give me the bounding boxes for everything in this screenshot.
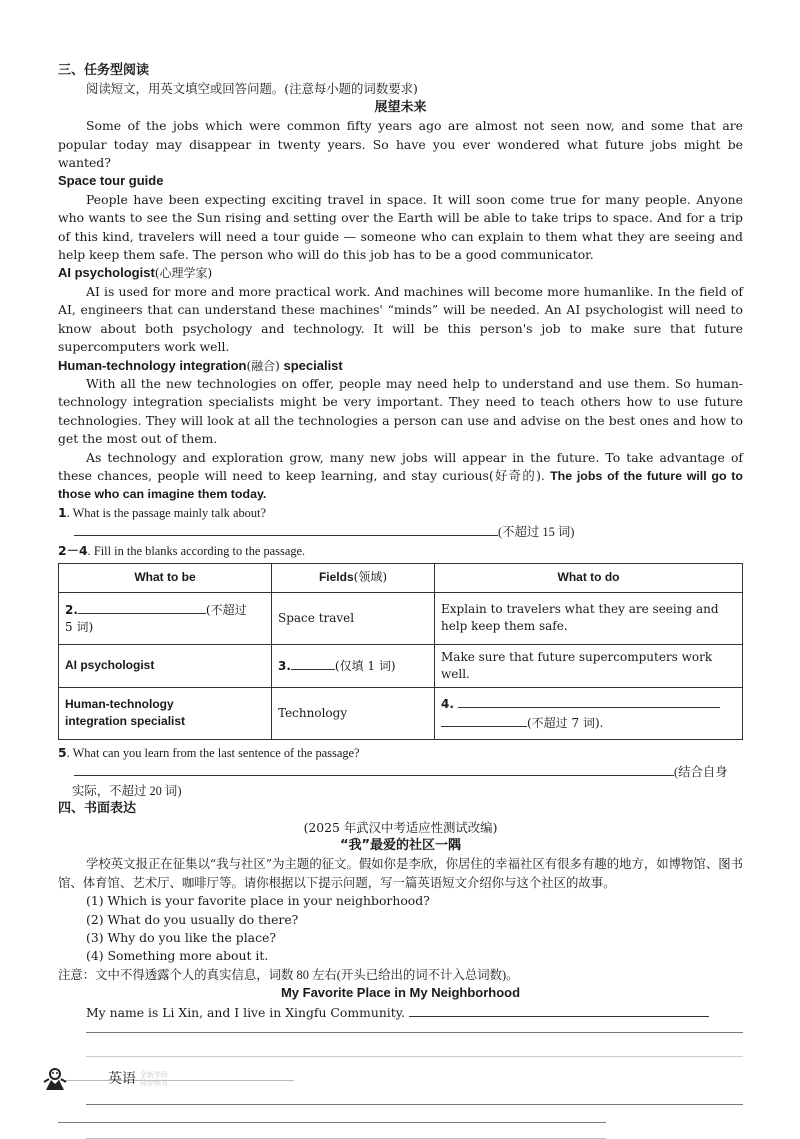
cell-r2-be: AI psychologist — [59, 644, 272, 687]
cell-r1-be — [59, 592, 272, 644]
exam-page — [58, 62, 743, 1139]
q3-number: 3. — [278, 659, 291, 674]
cell-r3-field: Technology — [272, 687, 435, 739]
job2-title: AI psychologist — [58, 265, 155, 281]
section4-note: 注意：文中不得透露个人的真实信息，词数 80 左右(开头已给出的词不计入总词数)。 — [58, 967, 519, 982]
q24-number: 2－4 — [58, 542, 88, 558]
q3-limit: (仅填 1 词) — [334, 659, 396, 674]
q4-limit: (不超过 7 词). — [527, 716, 604, 731]
r3-be-line2: integration specialist — [65, 714, 186, 729]
table-row — [59, 592, 743, 644]
hint-2: (2) What do you usually do there? — [86, 911, 299, 927]
q1-limit: (不超过 15 词) — [498, 525, 575, 540]
job2-note: (心理学家) — [154, 266, 213, 281]
footer-subject: 英语 — [108, 1071, 136, 1087]
q2-number: 2. — [65, 603, 78, 618]
logo-mascot-icon — [42, 1066, 68, 1092]
q1-answer-blank[interactable] — [74, 522, 498, 536]
job1-title: Space tour guide — [58, 173, 164, 189]
job3-title-line — [58, 357, 743, 375]
table-header-what-to-do: What to do — [435, 563, 743, 592]
section3-instruction: 阅读短文，用英文填空或回答问题。(注意每小题的词数要求) — [86, 81, 418, 97]
job3-note: (融合) — [246, 358, 280, 373]
cell-r3-todo — [435, 687, 743, 739]
essay-line — [86, 1055, 743, 1057]
essay-start-line — [58, 1003, 743, 1022]
job3-text: With all the new technologies on offer, people may need help to understand and use them. So human-technology integration specialists might be very important. They need to teach others how to use future technologies. They will look at all the technologies a person can use and advise on the best ones and how to get the most out of them. — [58, 375, 743, 447]
footer-faint-text — [140, 1071, 168, 1087]
table-header-fields — [272, 563, 435, 592]
hint-1: (1) Which is your favorite place in your neighborhood? — [86, 893, 430, 909]
q24-text: . Fill in the blanks according to the passage. — [87, 543, 306, 558]
q5-limit-line: 实际，不超过 20 词) — [72, 783, 182, 798]
q5-answer-line — [58, 762, 743, 781]
question-5 — [58, 744, 743, 762]
table-header-what-to-be: What to be — [59, 563, 272, 592]
question-2-4 — [58, 542, 743, 560]
job1-text: People have been expecting exciting travel in space. It will soon come true for many people. Anyone who wants to see the Sun rising and setting over the Earth will be able to take trips to space. And for a trip of this kind, travelers will need a tour guide — someone who can explain to them what they are seeing and help keep them safe. The person who will do this job has to be a good communicator. — [58, 191, 743, 263]
q5-number: 5 — [58, 744, 67, 760]
table-header-row — [59, 563, 743, 592]
r3-be-line1: Human-technology — [65, 697, 174, 712]
table-row — [59, 687, 743, 739]
cell-r2-field — [272, 644, 435, 687]
q2-limit-2: 5 词) — [65, 620, 94, 635]
section4-title: “我”最爱的社区一隅 — [339, 838, 462, 853]
job2-text: AI is used for more and more practical work. And machines will become more humanlike. In the field of AI, engineers that can understand these machines' “minds” will be needed. An AI psychologist will need to know about both psychology and technology. It will be this person's job to make sure that future supercomputers work well. — [58, 283, 743, 355]
essay-line — [86, 1031, 743, 1033]
q2-answer-blank[interactable] — [78, 600, 206, 614]
closing-paragraph — [58, 449, 743, 504]
fields-note: (领域) — [353, 570, 388, 585]
q5-limit-a: (结合自身 — [674, 765, 728, 780]
q5-answer-blank[interactable] — [74, 762, 674, 776]
q3-answer-blank[interactable] — [291, 656, 335, 670]
job2-title-line — [58, 264, 743, 282]
section4-source: (2025 年武汉中考适应性测试改编) — [303, 819, 498, 835]
section4-heading: 四、书面表达 — [58, 801, 137, 817]
section4-prompt: 学校英文报正在征集以“我与社区”为主题的征文。假如你是李欣，你居住的幸福社区有很多有趣的地方，如博物馆、图书馆、体育馆、艺术厅、咖啡厅等。请你根据以下提示问题，写一篇英语短文介绍你与这个社区的故事。 — [58, 856, 743, 890]
cell-r1-todo: Explain to travelers what they are seeing and help keep them safe. — [435, 592, 743, 644]
cell-r1-field: Space travel — [272, 592, 435, 644]
essay-line — [58, 1121, 606, 1123]
question-1 — [58, 504, 743, 522]
job3-title: Human-technology integration — [58, 357, 247, 373]
passage-title: 展望未来 — [374, 99, 427, 115]
q4-answer-blank-1[interactable] — [458, 694, 720, 708]
job3-title-tail: specialist — [279, 357, 343, 373]
q1-text: . What is the passage mainly talk about? — [66, 505, 266, 520]
q1-answer-line — [58, 522, 743, 541]
q1-number: 1 — [58, 504, 67, 520]
q4-number: 4. — [441, 697, 454, 712]
closing-text: As technology and exploration grow, many new jobs will appear in the future. To take advantage of these chances, people will need to keep learning, and stay curious(好奇的). — [58, 449, 743, 483]
essay-line — [86, 1103, 743, 1105]
cell-r3-be — [59, 687, 272, 739]
q4-answer-blank-2[interactable] — [441, 713, 527, 727]
q2-limit-1: (不超过 — [205, 603, 247, 618]
faint-line-2: 同步练习 — [140, 1079, 168, 1087]
answer-table — [58, 563, 743, 740]
section3-heading: 三、任务型阅读 — [58, 63, 150, 78]
hint-3: (3) Why do you like the place? — [86, 930, 276, 946]
fields-label: Fields — [318, 570, 354, 585]
q5-text: . What can you learn from the last sentence of the passage? — [66, 745, 360, 760]
passage-intro: Some of the jobs which were common fifty years ago are almost not seen now, and some that are popular today may disappear in twenty years. So have you ever wondered what future jobs might be wanted? — [58, 118, 743, 171]
hint-4: (4) Something more about it. — [86, 948, 269, 964]
table-row — [59, 644, 743, 687]
faint-line-1: 全新学段 — [140, 1071, 168, 1079]
closing-bold: The jobs of the future will go to those who can imagine them today. — [58, 468, 743, 502]
essay-line-0[interactable] — [409, 1003, 709, 1017]
cell-r2-todo: Make sure that future supercomputers work well. — [435, 644, 743, 687]
essay-title: My Favorite Place in My Neighborhood — [280, 985, 521, 1001]
page-footer — [42, 1066, 342, 1096]
essay-start: My name is Li Xin, and I live in Xingfu Community. — [86, 1004, 406, 1020]
